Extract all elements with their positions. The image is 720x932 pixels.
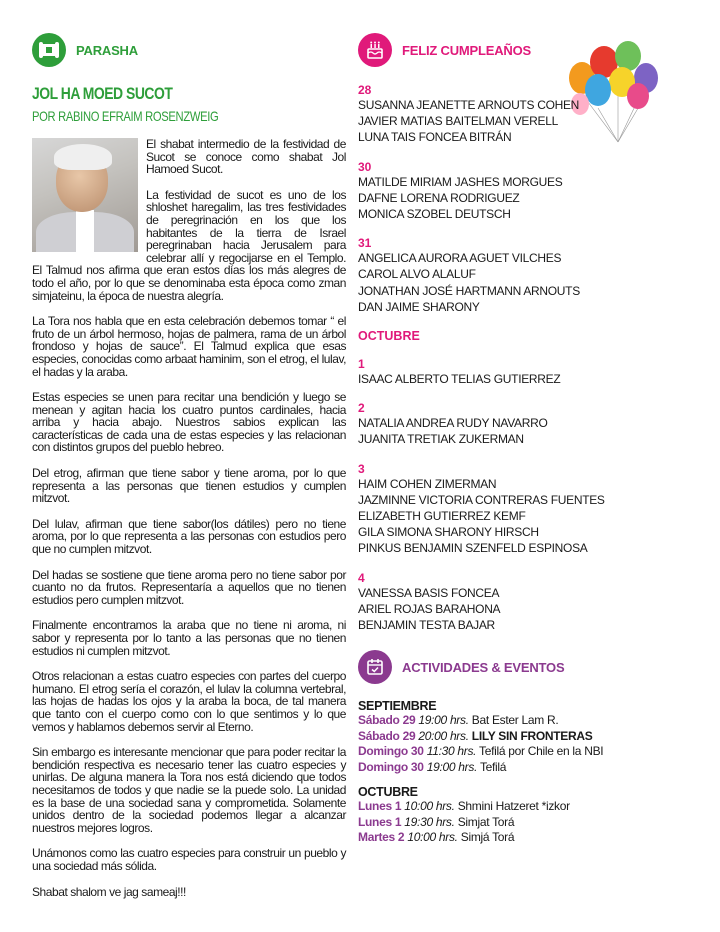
birthday-name: BENJAMIN TESTA BAJAR [358, 618, 495, 633]
torah-scroll-icon [32, 33, 66, 67]
calendar-icon [358, 650, 392, 684]
right-column [358, 32, 688, 846]
birthday-name: GILA SIMONA SHARONY HIRSCH [358, 525, 539, 540]
birthday-name: JUANITA TRETIAK ZUKERMAN [358, 432, 524, 447]
article-paragraph: Estas especies se unen para recitar una bendición y luego se menean y agitan hacia los cuatro puntos cardinales, hacia arriba y hacia abajo. Nuestros sabios explican las características de cada una de estas especies y las relacionan con distintos grupos del pueblo hebreo. [32, 390, 346, 455]
birthday-name: ANGELICA AURORA AGUET VILCHES [358, 251, 562, 266]
birthday-name: HAIM COHEN ZIMERMAN [358, 476, 497, 491]
birthday-name: ISAAC ALBERTO TELIAS GUTIERREZ [358, 372, 561, 387]
parasha-section-label: PARASHA [76, 42, 138, 58]
article-paragraph: Del etrog, afirman que tiene sabor y tiene aroma, por lo que representa a las personas que tienen estudios y cumplen mitzvot. [32, 466, 346, 506]
article-paragraph: Finalmente encontramos la araba que no tiene ni aroma, ni sabor y representa por lo tanto a las personas que no tienen estudios ni cumplen mitzvot. [32, 618, 346, 658]
birthday-name: MONICA SZOBEL DEUTSCH [358, 207, 511, 222]
events-header [358, 649, 688, 685]
birthday-cake-icon [358, 33, 392, 67]
event-item: Domingo 30 11:30 hrs. Tefilá por Chile en la NBI [358, 744, 604, 759]
events-month: OCTUBRE [358, 785, 418, 800]
article-paragraph: El shabat intermedio de la festividad de Sucot se conoce como shabat Jol Hamoed Sucot. [146, 137, 346, 177]
birthday-day: 4 [358, 570, 365, 585]
article-paragraph: Del hadas se sostiene que tiene aroma pero no tiene sabor por cuanto no da frutos. Representaría a aquellos que no tienen estudios pero cumplen mitzvot. [32, 567, 346, 607]
article-paragraph: Shabat shalom ve jag sameaj!!! [32, 884, 186, 899]
article-paragraph: Otros relacionan a estas cuatro especies con partes del cuerpo humano. El etrog sería el corazón, el lulav la columna vertebral, las hojas de hadas los ojos y la araba la boca, de tal manera que tanto con el cuerpo como con lo que sentimos y lo que vemos y hablamos debemos servir al Eterno. [32, 669, 346, 734]
event-item: Sábado 29 19:00 hrs. Bat Ester Lam R. [358, 713, 559, 728]
article-paragraph: Sin embargo es interesante mencionar que para poder recitar la bendición respectiva es necesario tener las cuatro especies y unirlas. De alguna manera la Tora nos está diciendo que todos necesitamos de todos y que nadie se la puede solo. La unidad es la base de una sociedad sana y comprometida. Solamente unidos dentro de la sociedad podemos llegar a alcanzar nuestros mejores logros. [32, 745, 346, 835]
article-author: POR RABINO EFRAIM ROSENZWEIG [32, 108, 219, 124]
birthday-name: PINKUS BENJAMIN SZENFELD ESPINOSA [358, 541, 588, 556]
article-paragraph: Unámonos como las cuatro especies para construir un pueblo y una sociedad más sólida. [32, 846, 346, 873]
article-title: JOL HA MOED SUCOT [32, 84, 173, 103]
article-body [32, 138, 346, 898]
birthday-name: NATALIA ANDREA RUDY NAVARRO [358, 416, 548, 431]
events-list [358, 699, 688, 846]
birthday-name: ELIZABETH GUTIERREZ KEMF [358, 509, 526, 524]
birthday-day: 30 [358, 159, 372, 174]
parasha-header [32, 32, 346, 68]
birthdays-header [358, 32, 688, 68]
event-item: Lunes 1 19:30 hrs. Simjat Torá [358, 814, 515, 829]
event-item: Lunes 1 10:00 hrs. Shmini Hatzeret *izkor [358, 799, 570, 814]
birthday-name: JAVIER MATIAS BAITELMAN VERELL [358, 114, 558, 129]
birthday-name: SUSANNA JEANETTE ARNOUTS COHEN [358, 98, 580, 112]
events-section-label: ACTIVIDADES & EVENTOS [402, 659, 565, 675]
birthday-group-october [358, 357, 688, 633]
birthday-group-september [358, 83, 688, 315]
birthdays-section-label: FELIZ CUMPLEAÑOS [402, 42, 531, 58]
parasha-column [32, 32, 346, 911]
article-paragraph: La Tora nos habla que en esta celebración debemos tomar “ el fruto de un árbol hermoso, hojas de palmera, rama de un árbol frondoso y hojas de sauce”. El Talmud explica que esas especies, conocidas como arbaat haminim, son el etrog, el lulav, el hadas y la araba. [32, 314, 346, 379]
birthday-month-october: OCTUBRE [358, 329, 420, 344]
birthday-name: ARIEL ROJAS BARAHONA [358, 601, 501, 616]
birthday-day: 2 [358, 401, 365, 416]
birthday-name: VANESSA BASIS FONCEA [358, 585, 500, 600]
birthday-name: LUNA TAIS FONCEA BITRÁN [358, 130, 512, 145]
event-item: Martes 2 10:00 hrs. Simjá Torá [358, 830, 515, 845]
birthday-day: 3 [358, 461, 365, 476]
birthday-name: JONATHAN JOSÉ HARTMANN ARNOUTS [358, 283, 580, 298]
article-paragraph: Del lulav, afirman que tiene sabor(los dátiles) pero no tiene aroma, por lo que representa a las personas con estudios pero que no cumplen mitzvot. [32, 516, 346, 557]
rabbi-photo [32, 138, 138, 252]
event-item: Domingo 30 19:00 hrs. Tefilá [358, 759, 507, 774]
birthday-name: JAZMINNE VICTORIA CONTRERAS FUENTES [358, 492, 605, 507]
events-month: SEPTIEMBRE [358, 699, 437, 714]
birthday-name: MATILDE MIRIAM JASHES MORGUES [358, 174, 563, 189]
article-paragraph: La festividad de sucot es uno de los shloshet haregalim, las tres festividades de peregrinación en los que los habitantes de la tierra de Israel peregrinaban hacia Jerusalem para celebrar allí y regocijarse en el Templo. El Talmud nos afirma que eran estos días los más alegres de todo el año, por lo que se denominaba esta época como zman simjateinu, la época de nuestra alegría. [32, 187, 346, 303]
birthday-day: 31 [358, 236, 372, 251]
birthday-name: CAROL ALVO ALALUF [358, 267, 476, 282]
birthday-name: DAN JAIME SHARONY [358, 299, 480, 314]
birthday-name: DAFNE LORENA RODRIGUEZ [358, 190, 520, 205]
event-item: Sábado 29 20:00 hrs. LILY SIN FRONTERAS [358, 728, 593, 743]
birthday-day: 1 [358, 357, 365, 372]
birthday-day: 28 [358, 83, 372, 97]
